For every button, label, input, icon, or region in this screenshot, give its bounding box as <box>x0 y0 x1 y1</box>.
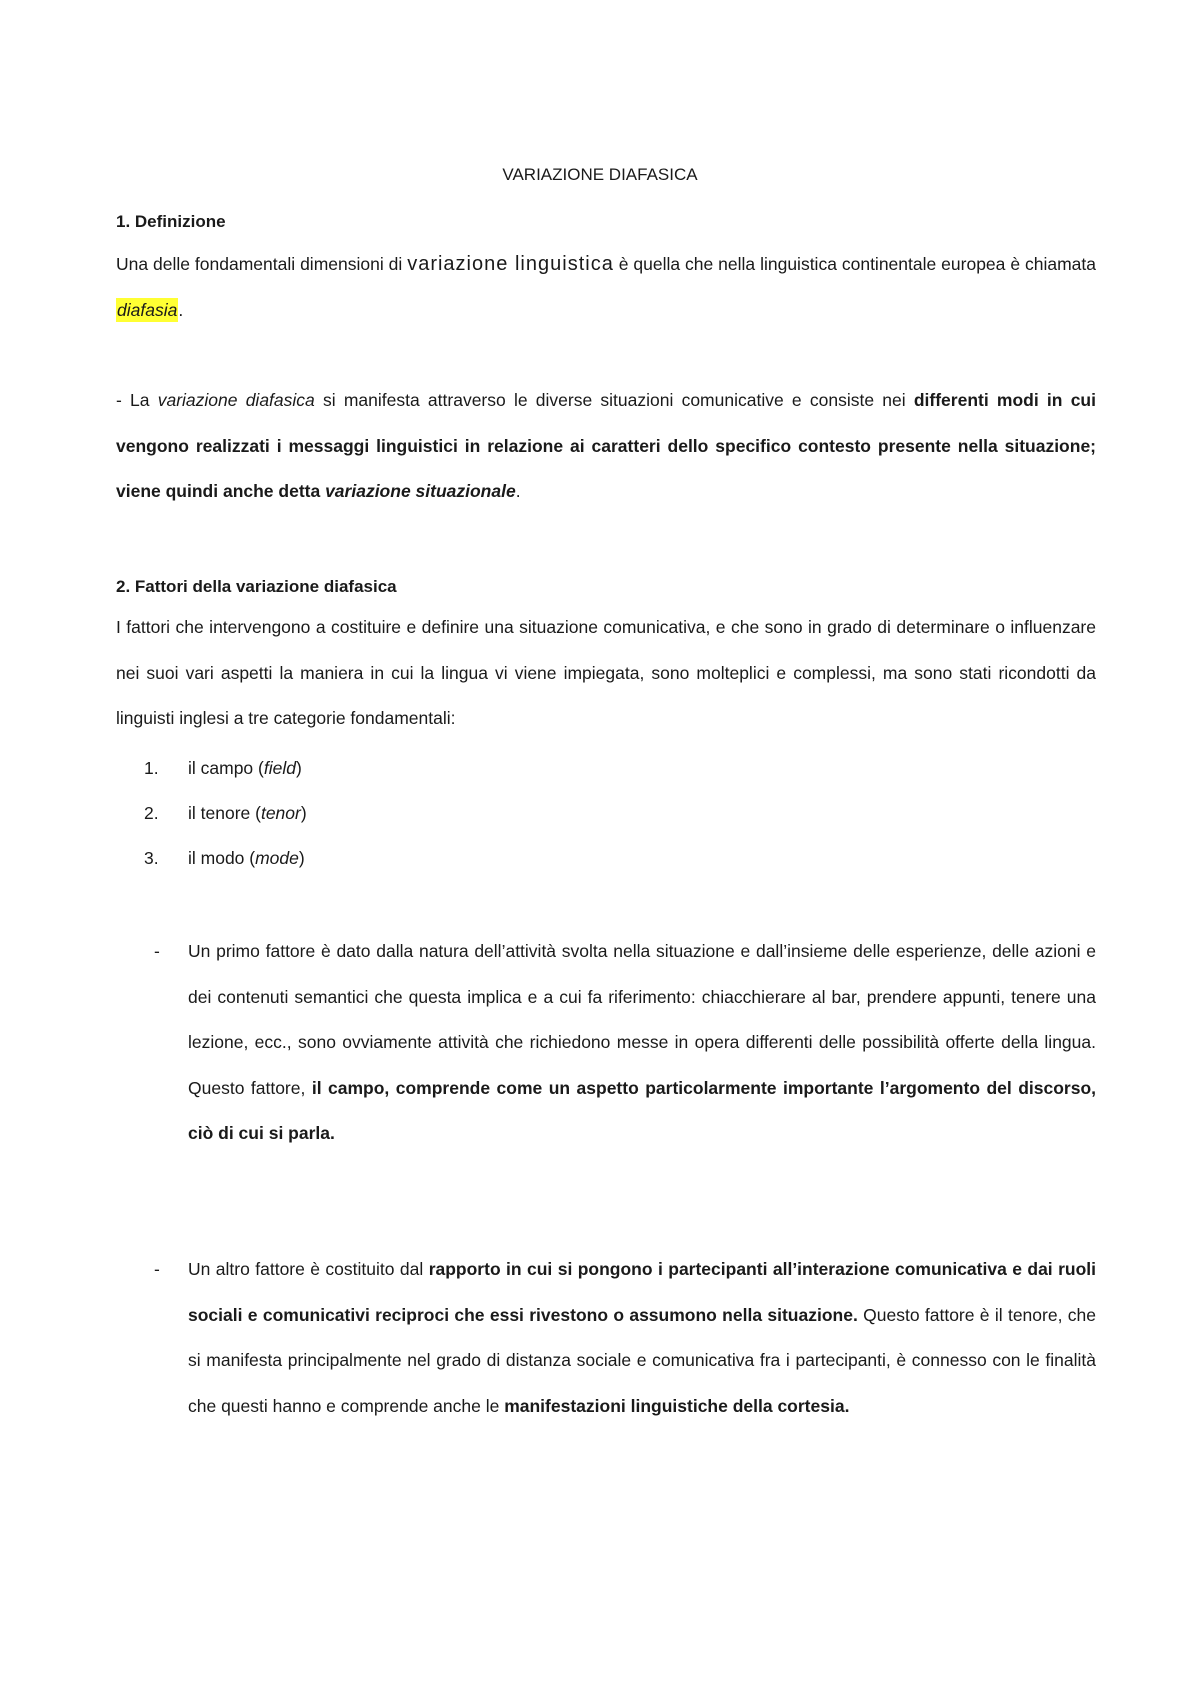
list-item-tenore: 2. il tenore (tenor) <box>144 803 307 823</box>
term-variazione-situazionale: variazione situazionale <box>325 481 516 501</box>
bullet-dash: - <box>154 1259 160 1279</box>
section-heading-definizione: 1. Definizione <box>116 212 226 231</box>
section-heading-fattori: 2. Fattori della variazione diafasica <box>116 577 397 596</box>
text-run: - La <box>116 390 158 410</box>
text-run: Una delle fondamentali dimensioni di <box>116 254 408 274</box>
text-run: è quella che nella linguistica continentale europea è chiamata <box>613 254 1096 274</box>
document-title: VARIAZIONE DIAFASICA <box>502 165 698 184</box>
text-run: . <box>515 481 521 501</box>
text-run: si manifesta attraverso le diverse situazioni comunicative e consiste nei <box>314 390 914 410</box>
text-run: Questo fattore è il tenore, che si manifesta principalmente nel grado di distanza sociale e comunicativa fra i partecipanti, è connesso con le finalità che questi hanno e comprende anche le <box>188 1304 1096 1416</box>
term-mode: mode <box>255 848 299 868</box>
bold-text: il campo, comprende come un aspetto particolarmente importante l’argomento del discorso, ciò di cui si parla. <box>188 1077 1097 1143</box>
highlighted-term-diafasia: diafasia <box>117 299 178 320</box>
bullet-dash: - <box>154 941 160 961</box>
bold-text: manifestazioni linguistiche della cortesia. <box>504 1395 850 1416</box>
paragraph-definition <box>116 242 1096 333</box>
paragraph-tenore <box>188 1247 1096 1429</box>
bold-text: differenti modi in cui vengono realizzati i messaggi linguistici in relazione ai caratteri dello specifico contesto presente nella situazione; viene quindi anche detta <box>116 390 1096 501</box>
paragraph-variazione-diafasica <box>116 378 1096 515</box>
list-number: 2. <box>144 803 159 823</box>
term-field: field <box>263 758 296 778</box>
text-run: Un altro fattore è costituito dal <box>188 1259 429 1279</box>
list-number: 1. <box>144 758 159 778</box>
list-item-modo: 3. il modo (mode) <box>144 848 305 868</box>
list-item-campo: 1. il campo (field) <box>144 758 302 778</box>
text-run: . <box>178 299 184 320</box>
term-variazione-linguistica: variazione linguistica <box>407 253 614 275</box>
list-number: 3. <box>144 848 159 868</box>
term-tenor: tenor <box>260 803 301 823</box>
text-run: Un primo fattore è dato dalla natura dell’attività svolta nella situazione e dall’insieme delle esperienze, delle azioni e dei contenuti semantici che questa implica e a cui fa riferimento: chiacchierare al bar, prendere appunti, tenere una lezione, ecc., sono ovviamente attività che richiedono messe in opera differenti delle possibilità offerte della lingua. Questo fattore, <box>188 941 1096 1098</box>
paragraph-campo <box>188 929 1096 1157</box>
paragraph-fattori-intro: I fattori che intervengono a costituire e definire una situazione comunicativa, e che sono in grado di determinare o influenzare nei suoi vari aspetti la maniera in cui la lingua vi viene impiegata, sono molteplici e complessi, ma sono stati ricondotti da linguisti inglesi a tre categorie fondamentali: <box>116 617 1096 728</box>
bold-text: rapporto in cui si pongono i partecipanti all’interazione comunicativa e dai ruoli sociali e comunicativi reciproci che essi rivestono o assumono nella situazione. <box>188 1259 1097 1325</box>
term-variazione-diafasica: variazione diafasica <box>157 390 315 410</box>
